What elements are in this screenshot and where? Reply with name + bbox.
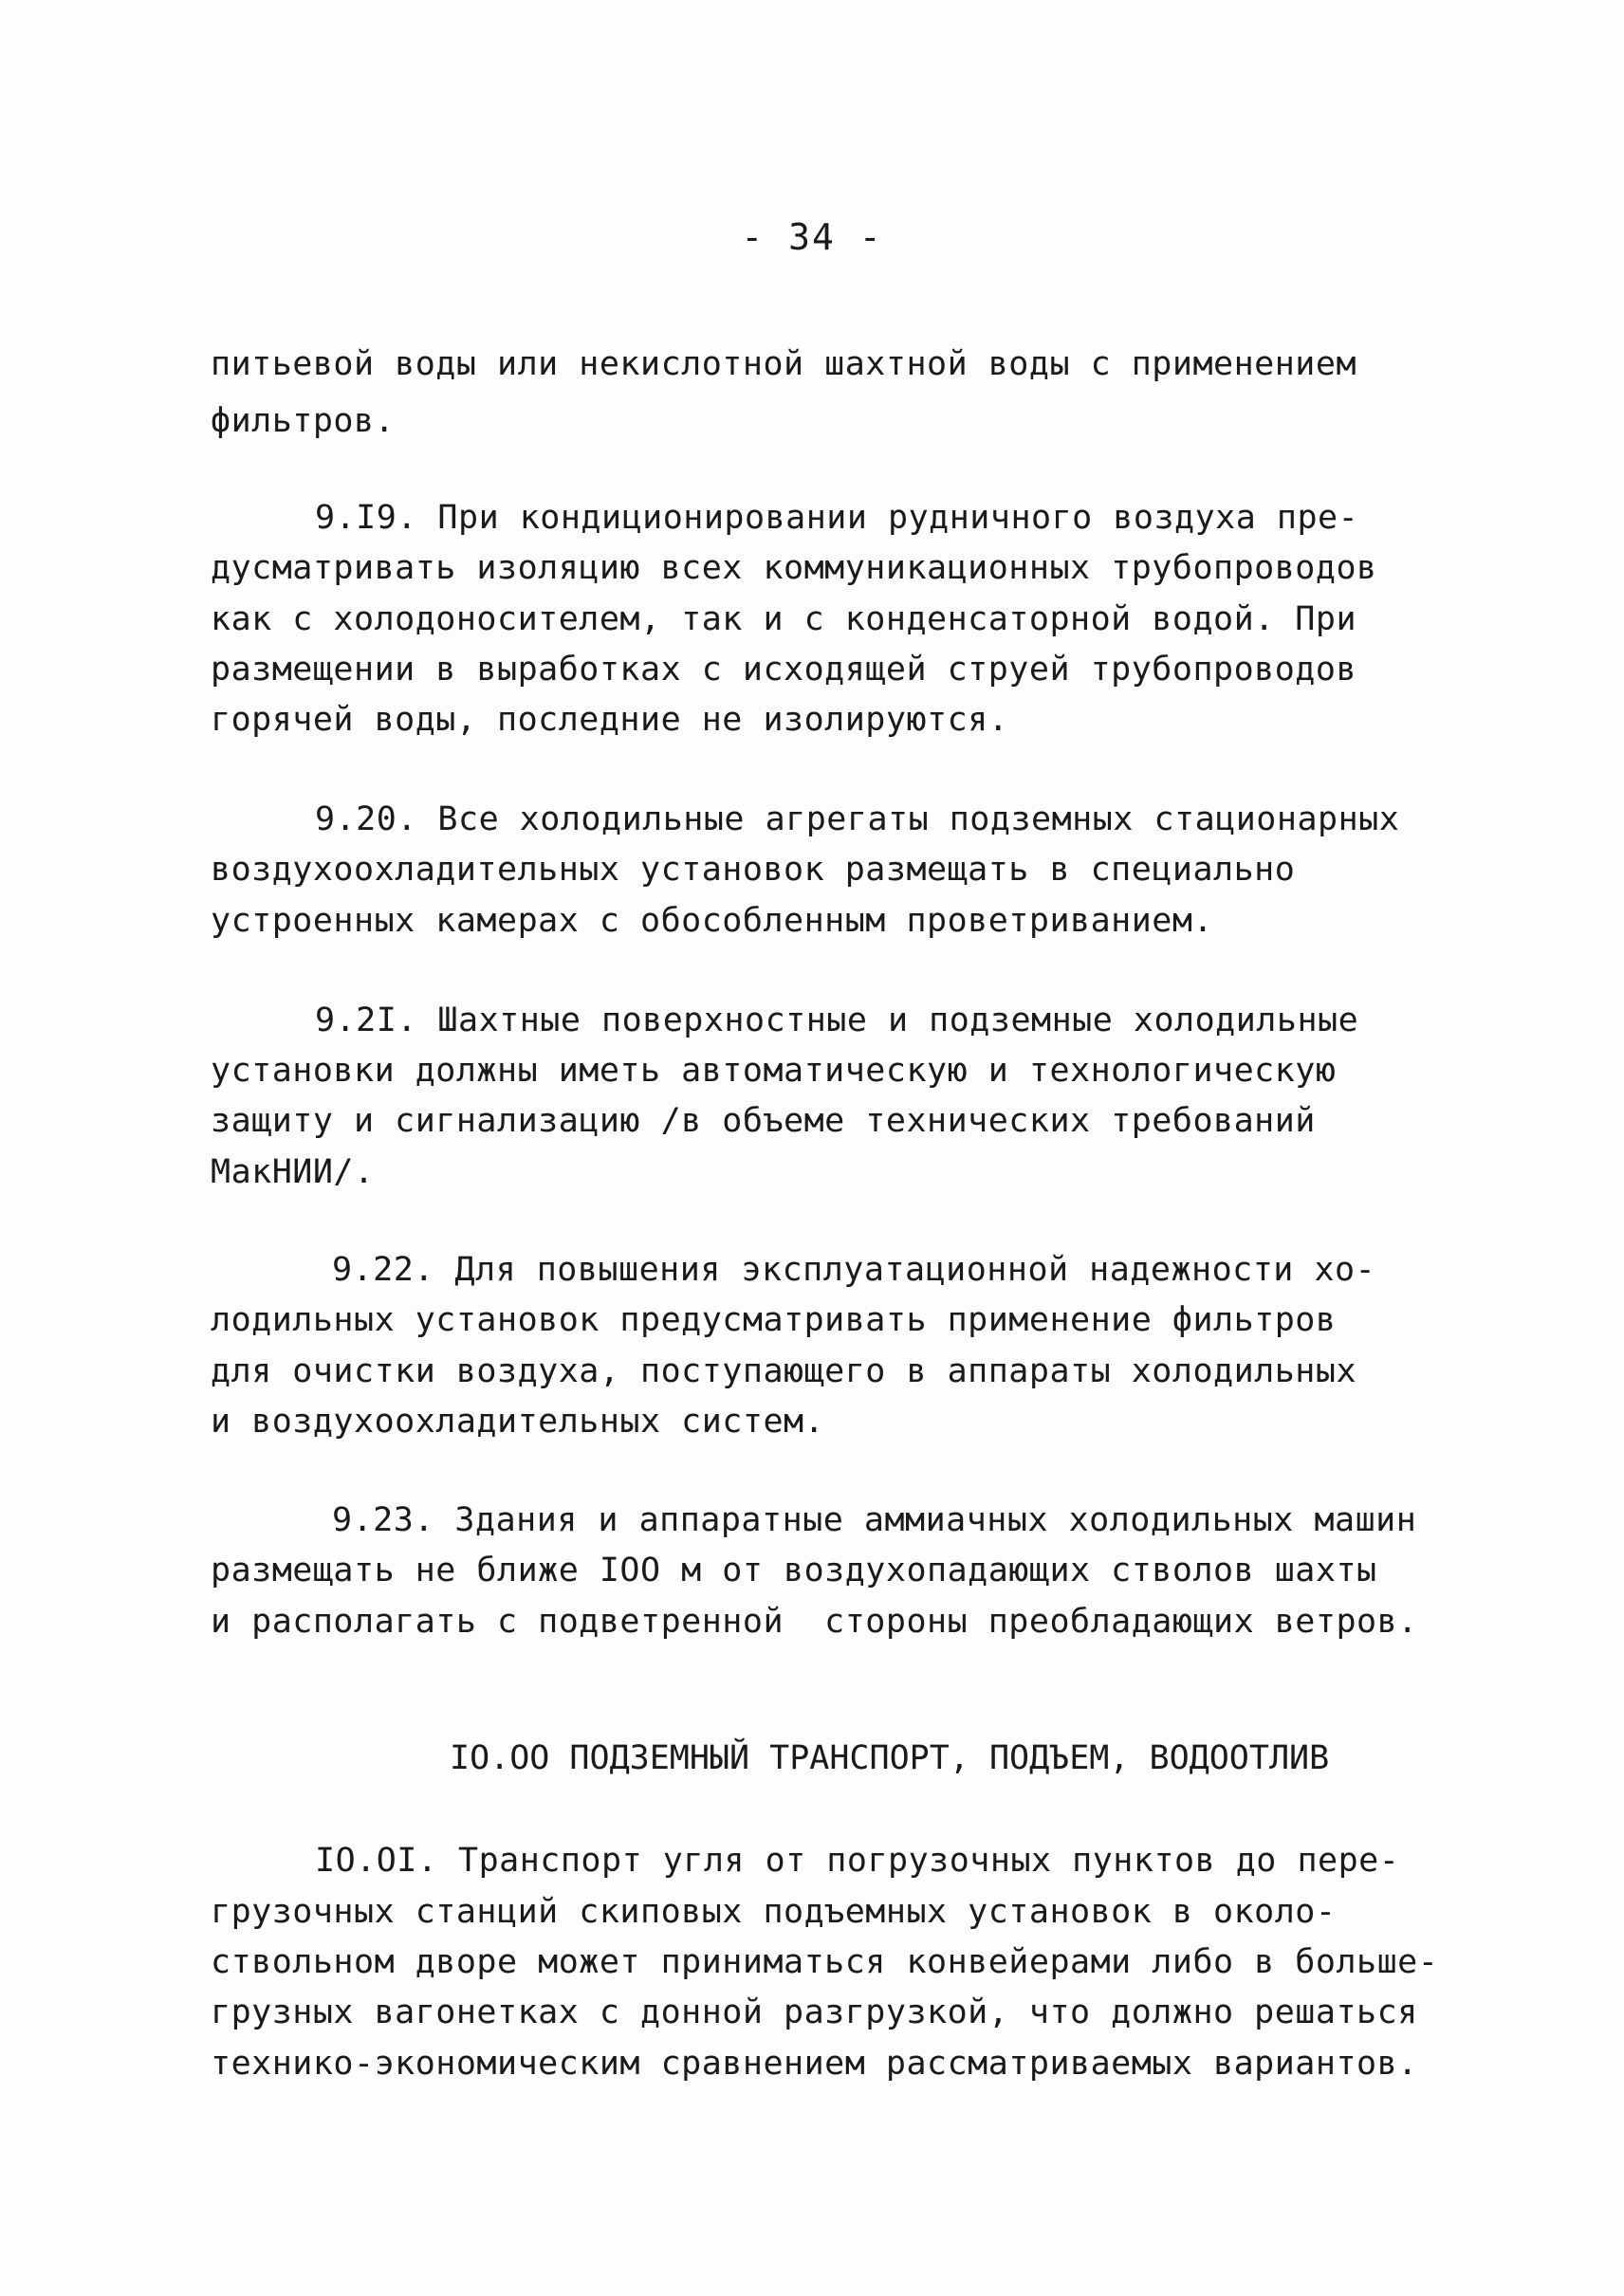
text-line: дусматривать изоляцию всех коммуникационных трубопроводов xyxy=(211,549,1377,587)
text-line: 9.20. Все холодильные агрегаты подземных стационарных xyxy=(315,800,1400,838)
text-line: ствольном дворе может приниматься конвейерами либо в больше- xyxy=(211,1943,1439,1981)
text-line: размещении в выработках с исходящей струей трубопроводов xyxy=(211,651,1357,689)
text-line: размещать не ближе IOO м от воздухопадающих стволов шахты xyxy=(211,1552,1377,1589)
text-line: защиту и сигнализацию /в объеме технических требований xyxy=(211,1102,1316,1140)
text-line: как с холодоносителем, так и с конденсаторной водой. При xyxy=(211,600,1357,638)
text-line: грузочных станций скиповых подъемных установок в около- xyxy=(211,1893,1337,1931)
text-line: устроенных камерах с обособленным проветриванием. xyxy=(211,902,1214,940)
text-line: фильтров. xyxy=(211,402,396,440)
text-line: питьевой воды или некислотной шахтной воды с применением xyxy=(211,345,1357,383)
text-line: лодильных установок предусматривать применение фильтров xyxy=(211,1301,1337,1339)
text-line: для очистки воздуха, поступающего в аппараты холодильных xyxy=(211,1352,1357,1390)
text-line: грузных вагонетках с донной разгрузкой, что должно решаться xyxy=(211,1993,1418,2031)
text-line: 9.23. Здания и аппаратные аммиачных холодильных машин xyxy=(332,1501,1417,1539)
text-line: 9.2I. Шахтные поверхностные и подземные холодильные xyxy=(315,1001,1359,1039)
text-line: горячей воды, последние не изолируются. xyxy=(211,701,1009,739)
text-line: 9.I9. При кондиционировании рудничного воздуха пре- xyxy=(315,499,1359,537)
section-heading: IO.OO ПОДЗЕМНЫЙ ТРАНСПОРТ, ПОДЪЕМ, ВОДООТЛИВ xyxy=(450,1739,1330,1777)
page-number: - 34 - xyxy=(741,216,883,258)
text-line: и располагать с подветренной стороны преобладающих ветров. xyxy=(211,1603,1418,1641)
text-line: технико-экономическим сравнением рассматриваемых вариантов. xyxy=(211,2045,1418,2083)
text-line: МакНИИ/. xyxy=(211,1153,375,1191)
text-line: установки должны иметь автоматическую и технологическую xyxy=(211,1052,1337,1090)
text-line: и воздухоохладительных систем. xyxy=(211,1403,825,1441)
text-line: воздухоохладительных установок размещать в специально xyxy=(211,851,1296,889)
text-line: 9.22. Для повышения эксплуатационной надежности хо- xyxy=(332,1251,1376,1289)
text-line: IO.OI. Транспорт угля от погрузочных пунктов до пере- xyxy=(315,1842,1400,1880)
